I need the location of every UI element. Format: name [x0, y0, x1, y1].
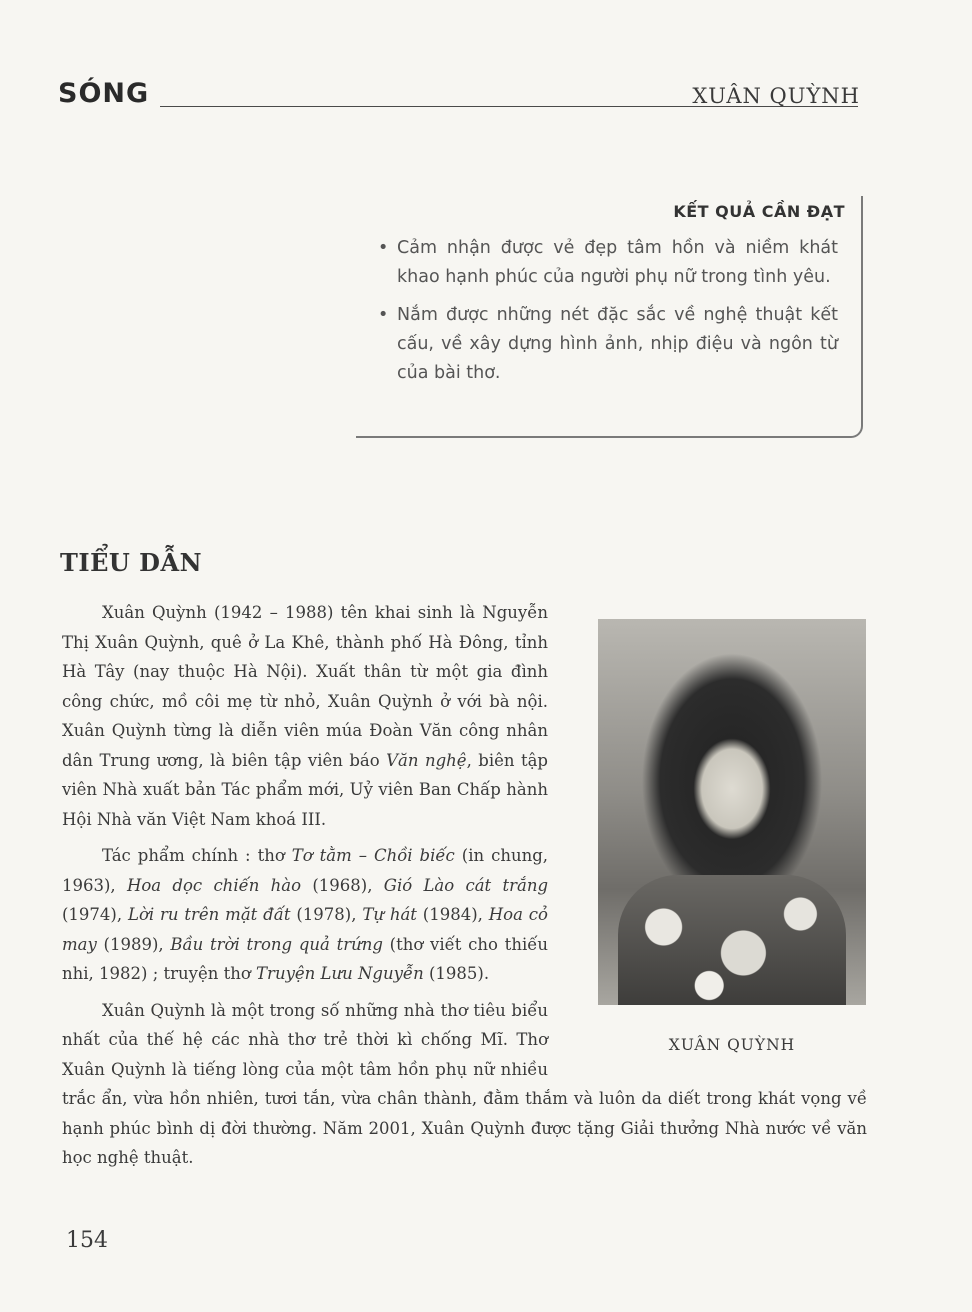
lesson-title: SÓNG — [58, 78, 150, 109]
learning-goal-item: • Nắm được những nét đặc sắc về nghệ thuật kết cấu, về xây dựng hình ảnh, nhịp điệu và ngôn từ của bài thơ. — [378, 301, 838, 388]
learning-goals-list — [378, 234, 838, 397]
learning-goals-box — [356, 196, 863, 438]
intro-paragraph-biography: Xuân Quỳnh (1942 – 1988) tên khai sinh là Nguyễn Thị Xuân Quỳnh, quê ở La Khê, thành phố Hà Đông, tỉnh Hà Tây (nay thuộc Hà Nội). Xuất thân từ một gia đình công chức, mồ côi mẹ từ nhỏ, Xuân Quỳnh ở với bà nội. Xuân Quỳnh từng là diễn viên múa Đoàn Văn công nhân dân Trung ương, là biên tập viên báo Văn nghệ, biên tập viên Nhà xuất bản Tác phẩm mới, Uỷ viên Ban Chấp hành Hội Nhà văn Việt Nam khoá III. — [62, 603, 548, 829]
header-author-rule — [705, 106, 858, 107]
intro-text — [62, 598, 867, 1180]
header-rule — [160, 106, 705, 107]
author-portrait-image — [598, 619, 866, 1005]
intro-paragraph-significance: Xuân Quỳnh là một trong số những nhà thơ tiêu biểu nhất của thế hệ các nhà thơ trẻ thời kì chống Mĩ. Thơ Xuân Quỳnh là tiếng lòng của một tâm hồn phụ nữ nhiều trắc ẩn, vừa hồn nhiên, tươi tắn, vừa chân thành, đằm thắm và luôn da diết trong khát vọng về hạnh phúc bình dị đời thường. Năm 2001, Xuân Quỳnh được tặng Giải thưởng Nhà nước về văn học nghệ thuật. — [62, 1000, 867, 1167]
learning-goal-item: • Cảm nhận được vẻ đẹp tâm hồn và niềm khát khao hạnh phúc của người phụ nữ trong tình yêu. — [378, 234, 838, 292]
author-photo-block — [570, 598, 867, 1060]
intro-paragraph-works: Tác phẩm chính : thơ Tơ tằm – Chồi biếc (in chung, 1963), Hoa dọc chiến hào (1968), Gió Lào cát trắng (1974), Lời ru trên mặt đất (1978), Tự hát (1984), Hoa cỏ may (1989), Bầu trời trong quả trứng (thơ viết cho thiếu nhi, 1982) ; truyện thơ Truyện Lưu Nguyễn (1985). — [62, 846, 549, 983]
photo-caption: XUÂN QUỲNH — [668, 1036, 796, 1054]
section-title: TIỂU DẪN — [60, 548, 203, 577]
page-number: 154 — [66, 1228, 108, 1253]
header-author: XUÂN QUỲNH — [692, 84, 860, 108]
learning-goals-title: KẾT QUẢ CẦN ĐẠT — [673, 202, 845, 221]
